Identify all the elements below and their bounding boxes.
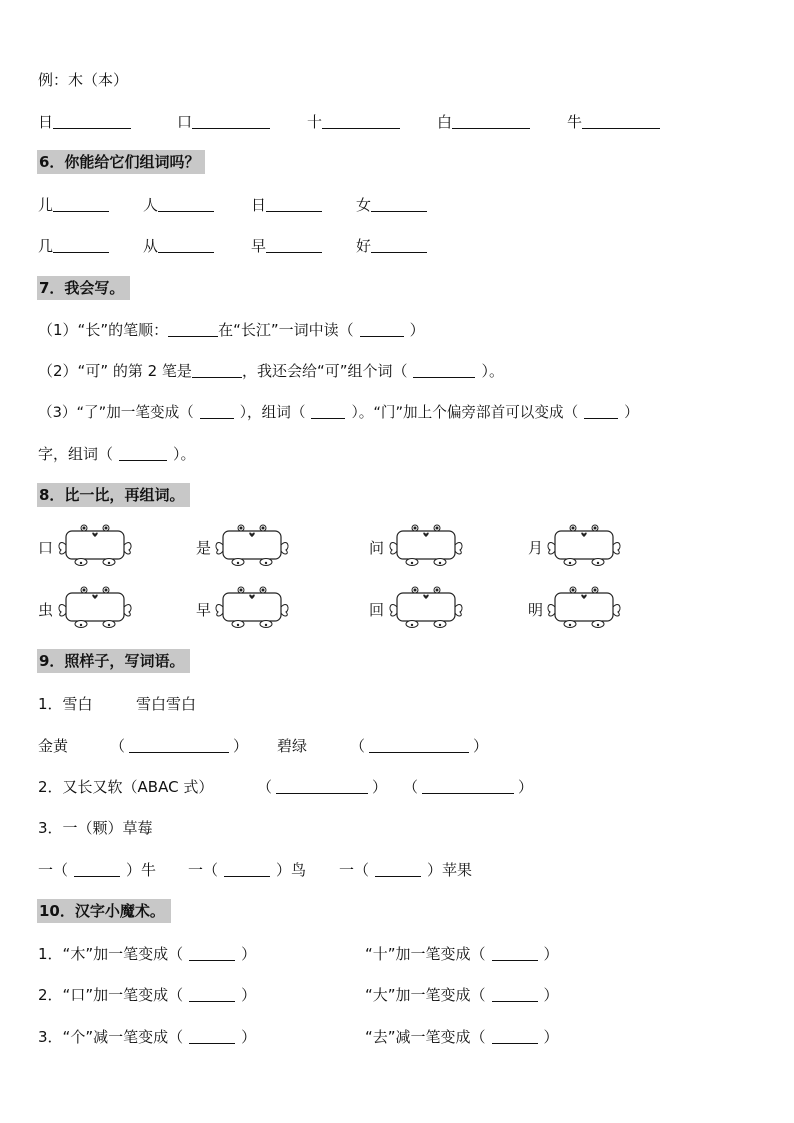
q10-left-item: 3．“个”减一笔变成（ ） bbox=[38, 1028, 257, 1046]
answer-blank[interactable] bbox=[276, 779, 368, 794]
q9-word: 金黄 bbox=[38, 737, 69, 755]
q6-item: 人 bbox=[143, 195, 214, 215]
section-heading-8: 8．比一比，再组词。 bbox=[37, 483, 190, 507]
answer-blank[interactable] bbox=[422, 779, 514, 794]
q10-right-item: “大”加一笔变成（ ） bbox=[365, 986, 559, 1004]
section-heading-10: 10．汉字小魔术。 bbox=[37, 899, 171, 923]
example-text: 例：木（本） bbox=[38, 71, 129, 89]
q9-answer-1: （ ） bbox=[110, 737, 249, 755]
q10-left-item: 1．“木”加一笔变成（ ） bbox=[38, 945, 257, 963]
q9-abac-label: 2．又长又软（ABAC 式） bbox=[38, 778, 214, 796]
answer-blank[interactable] bbox=[53, 197, 109, 212]
answer-blank[interactable] bbox=[369, 738, 469, 753]
answer-blank[interactable] bbox=[582, 114, 660, 129]
char-blank-4: 白 bbox=[437, 112, 530, 132]
answer-blank[interactable] bbox=[371, 197, 427, 212]
answer-blank[interactable] bbox=[189, 946, 235, 961]
answer-blank[interactable] bbox=[74, 862, 120, 877]
answer-frame[interactable] bbox=[57, 585, 133, 629]
answer-blank[interactable] bbox=[371, 238, 427, 253]
answer-blank[interactable] bbox=[192, 114, 270, 129]
q9-measure-example: 3．一（颗）草莓 bbox=[38, 819, 153, 837]
q6-item: 女 bbox=[356, 195, 427, 215]
q9-example-word: 1．雪白 bbox=[38, 695, 93, 713]
q8-char: 月 bbox=[528, 539, 544, 557]
answer-blank[interactable] bbox=[168, 322, 218, 337]
answer-blank[interactable] bbox=[266, 197, 322, 212]
q7-line-2: （2）“可” 的第 2 笔是 ，我还会给“可”组个词（ ）。 bbox=[38, 362, 504, 380]
section-heading-9: 9．照样子，写词语。 bbox=[37, 649, 190, 673]
answer-frame[interactable] bbox=[546, 585, 622, 629]
answer-frame[interactable] bbox=[388, 585, 464, 629]
q8-char: 早 bbox=[196, 601, 212, 619]
q9-measure-item: 一（ ）苹果 bbox=[339, 861, 473, 879]
answer-blank[interactable] bbox=[189, 987, 235, 1002]
q10-left-item: 2．“口”加一笔变成（ ） bbox=[38, 986, 257, 1004]
char-blank-3: 十 bbox=[307, 112, 400, 132]
section-heading-6: 6．你能给它们组词吗？ bbox=[37, 150, 205, 174]
q9-example-answer: 雪白雪白 bbox=[136, 695, 197, 713]
answer-blank[interactable] bbox=[192, 363, 242, 378]
q9-answer-3: （ ） bbox=[257, 778, 388, 796]
answer-blank[interactable] bbox=[360, 322, 404, 337]
q8-char: 是 bbox=[196, 539, 212, 557]
q9-measure-item: 一（ ）鸟 bbox=[188, 861, 307, 879]
q9-answer-4: （ ） bbox=[403, 778, 534, 796]
answer-blank[interactable] bbox=[53, 238, 109, 253]
q9-measure-item: 一（ ）牛 bbox=[38, 861, 157, 879]
q8-char: 问 bbox=[369, 539, 385, 557]
answer-blank[interactable] bbox=[492, 946, 538, 961]
answer-blank[interactable] bbox=[119, 446, 167, 461]
answer-frame[interactable] bbox=[214, 585, 290, 629]
char-blank-2: 口 bbox=[177, 112, 270, 132]
q6-item: 好 bbox=[356, 236, 427, 256]
answer-blank[interactable] bbox=[53, 114, 131, 129]
q9-answer-2: （ ） bbox=[350, 737, 489, 755]
q8-char: 回 bbox=[369, 601, 385, 619]
q8-char: 明 bbox=[528, 601, 544, 619]
answer-blank[interactable] bbox=[452, 114, 530, 129]
q6-item: 从 bbox=[143, 236, 214, 256]
answer-blank[interactable] bbox=[584, 404, 618, 419]
answer-frame[interactable] bbox=[214, 523, 290, 567]
answer-frame[interactable] bbox=[546, 523, 622, 567]
answer-blank[interactable] bbox=[375, 862, 421, 877]
answer-blank[interactable] bbox=[200, 404, 234, 419]
q6-item: 早 bbox=[251, 236, 322, 256]
answer-blank[interactable] bbox=[413, 363, 475, 378]
q10-right-item: “十”加一笔变成（ ） bbox=[365, 945, 559, 963]
char-blank-5: 牛 bbox=[567, 112, 660, 132]
char-blank-1: 日 bbox=[38, 112, 131, 132]
q6-item: 日 bbox=[251, 195, 322, 215]
q10-right-item: “去”减一笔变成（ ） bbox=[365, 1028, 559, 1046]
answer-blank[interactable] bbox=[158, 197, 214, 212]
q8-char: 虫 bbox=[38, 601, 54, 619]
answer-frame[interactable] bbox=[57, 523, 133, 567]
answer-frame[interactable] bbox=[388, 523, 464, 567]
example-line bbox=[38, 70, 128, 90]
answer-blank[interactable] bbox=[266, 238, 322, 253]
answer-blank[interactable] bbox=[224, 862, 270, 877]
answer-blank[interactable] bbox=[189, 1029, 235, 1044]
q7-line-4: 字，组词（ ）。 bbox=[38, 445, 196, 463]
answer-blank[interactable] bbox=[492, 987, 538, 1002]
q7-line-3: （3）“了”加一笔变成（ ），组词（ ）。“门”加上个偏旁部首可以变成（ ） bbox=[38, 404, 639, 421]
q6-item: 几 bbox=[38, 236, 109, 256]
answer-blank[interactable] bbox=[492, 1029, 538, 1044]
answer-blank[interactable] bbox=[322, 114, 400, 129]
q8-char: 口 bbox=[38, 539, 54, 557]
answer-blank[interactable] bbox=[158, 238, 214, 253]
answer-blank[interactable] bbox=[311, 404, 345, 419]
q9-word: 碧绿 bbox=[277, 737, 308, 755]
section-heading-7: 7．我会写。 bbox=[37, 276, 130, 300]
q7-line-1: （1）“长”的笔顺： 在“长江”一词中读（ ） bbox=[38, 321, 425, 339]
q6-item: 儿 bbox=[38, 195, 109, 215]
answer-blank[interactable] bbox=[129, 738, 229, 753]
